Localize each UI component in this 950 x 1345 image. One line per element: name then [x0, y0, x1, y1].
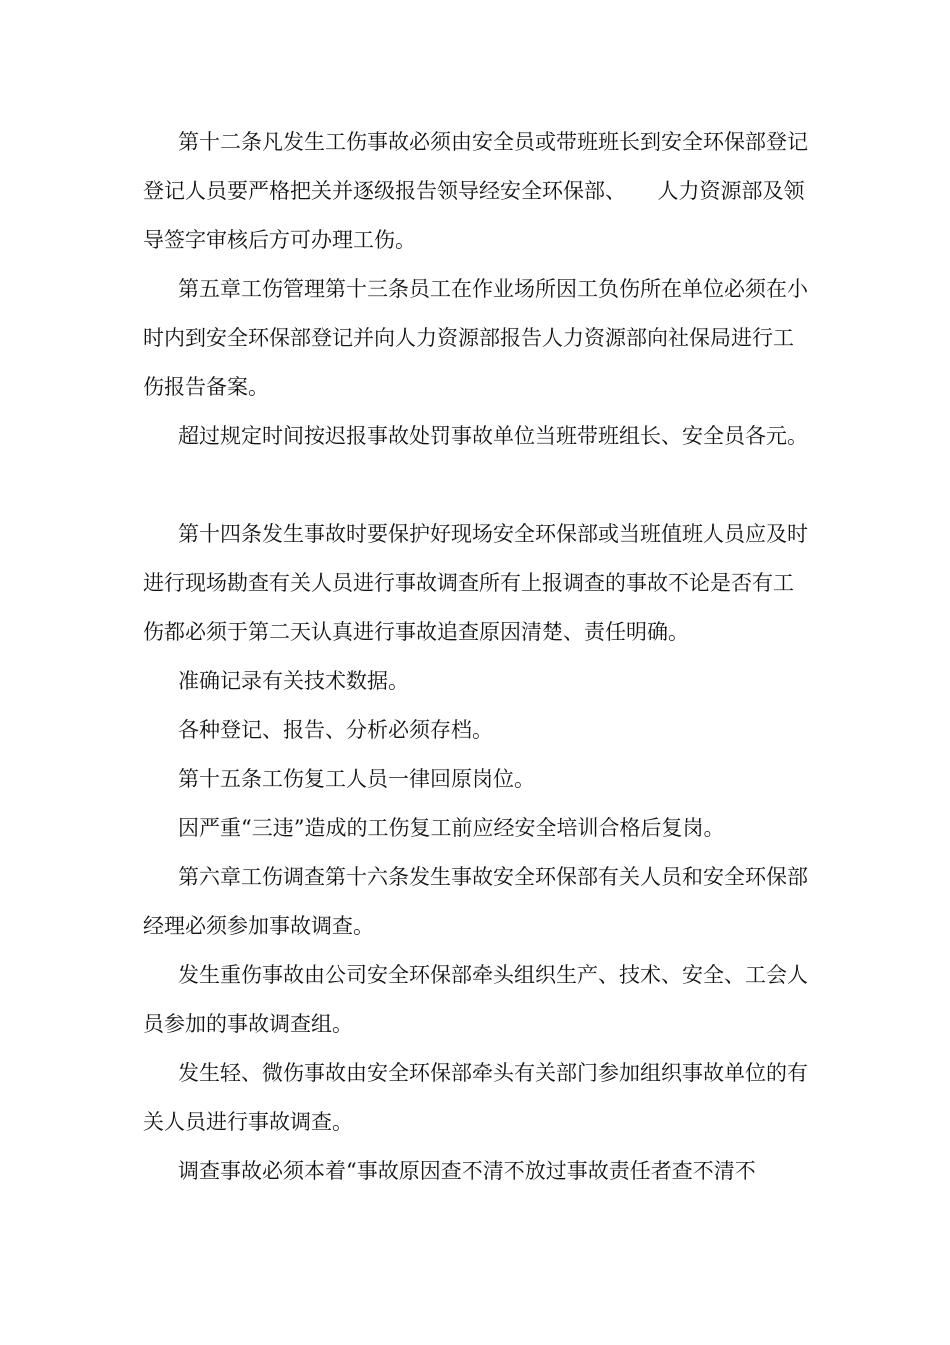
paragraph-late-report-penalty: 超过规定时间按迟报事故处罚事故单位当班带班组长、安全员各元。 — [178, 424, 808, 448]
paragraph-article-12: 第十二条凡发生工伤事故必须由安全员或带班班长到安全环保部登记登记人员要严格把关并逐级报告领导经安全环保部、 人力资源部及领导签字审核后方可办理工伤。 — [143, 130, 808, 252]
paragraph-serious-injury: 发生重伤事故由公司安全环保部牵头组织生产、技术、安全、工会人员参加的事故调查组。 — [143, 963, 808, 1036]
paragraph-article-15: 第十五条工伤复工人员一律回原岗位。 — [178, 767, 535, 791]
paragraph-minor-injury: 发生轻、微伤事故由安全环保部牵头有关部门参加组织事故单位的有关人员进行事故调查。 — [143, 1061, 808, 1134]
paragraph-record-data: 准确记录有关技术数据。 — [178, 669, 409, 693]
paragraph-article-14: 第十四条发生事故时要保护好现场安全环保部或当班值班人员应及时进行现场勘查有关人员进行事故调查所有上报调查的事故不论是否有工伤都必须于第二天认真进行事故追查原因清楚、责任明确。 — [143, 522, 808, 644]
paragraph-investigation-principle: 调查事故必须本着“事故原因查不清不放过事故责任者查不清不 — [178, 1159, 756, 1183]
paragraph-chapter-6-article-16: 第六章工伤调查第十六条发生事故安全环保部有关人员和安全环保部经理必须参加事故调查。 — [143, 865, 808, 938]
paragraph-archive: 各种登记、报告、分析必须存档。 — [178, 718, 493, 742]
paragraph-three-violations: 因严重“三违”造成的工伤复工前应经安全培训合格后复岗。 — [178, 816, 725, 840]
paragraph-chapter-5-article-13: 第五章工伤管理第十三条员工在作业场所因工负伤所在单位必须在小时内到安全环保部登记并向人力资源部报告人力资源部向社保局进行工伤报告备案。 — [143, 277, 808, 399]
